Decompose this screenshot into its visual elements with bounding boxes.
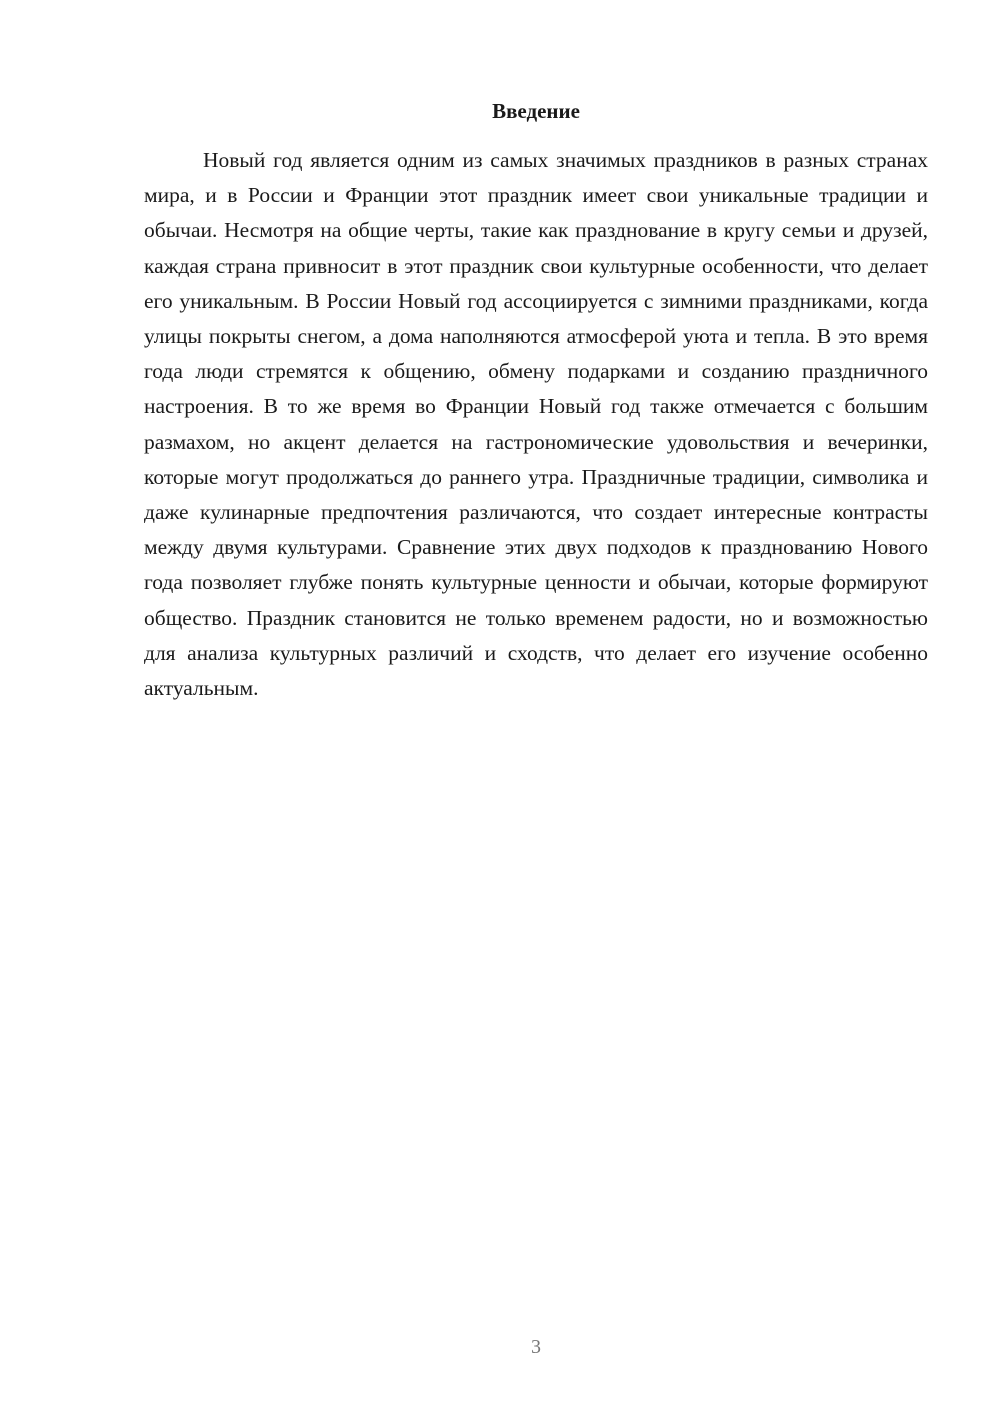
body-paragraph: Новый год является одним из самых значимых праздников в разных странах мира, и в России и Франции этот праздник имеет свои уникальные традиции и обычаи. Несмотря на общие черты, такие как празднование в кругу семьи и друзей, каждая страна привносит в этот праздник свои культурные особенности, что делает его уникальным. В России Новый год ассоциируется с зимними праздниками, когда улицы покрыты снегом, а дома наполняются атмосферой уюта и тепла. В это время года люди стремятся к общению, обмену подарками и созданию праздничного настроения. В то же время во Франции Новый год также отмечается с большим размахом, но акцент делается на гастрономические удовольствия и вечеринки, которые могут продолжаться до раннего утра. Праздничные традиции, символика и даже кулинарные предпочтения различаются, что создает интересные контрасты между двумя культурами. Сравнение этих двух подходов к празднованию Нового года позволяет глубже понять культурные ценности и обычаи, которые формируют общество. Праздник становится не только временем радости, но и возможностью для анализа культурных различий и сходств, что делает его изучение особенно актуальным. bbox=[144, 148, 928, 701]
section-heading: Введение bbox=[492, 99, 580, 123]
page-number: 3 bbox=[531, 1336, 541, 1358]
